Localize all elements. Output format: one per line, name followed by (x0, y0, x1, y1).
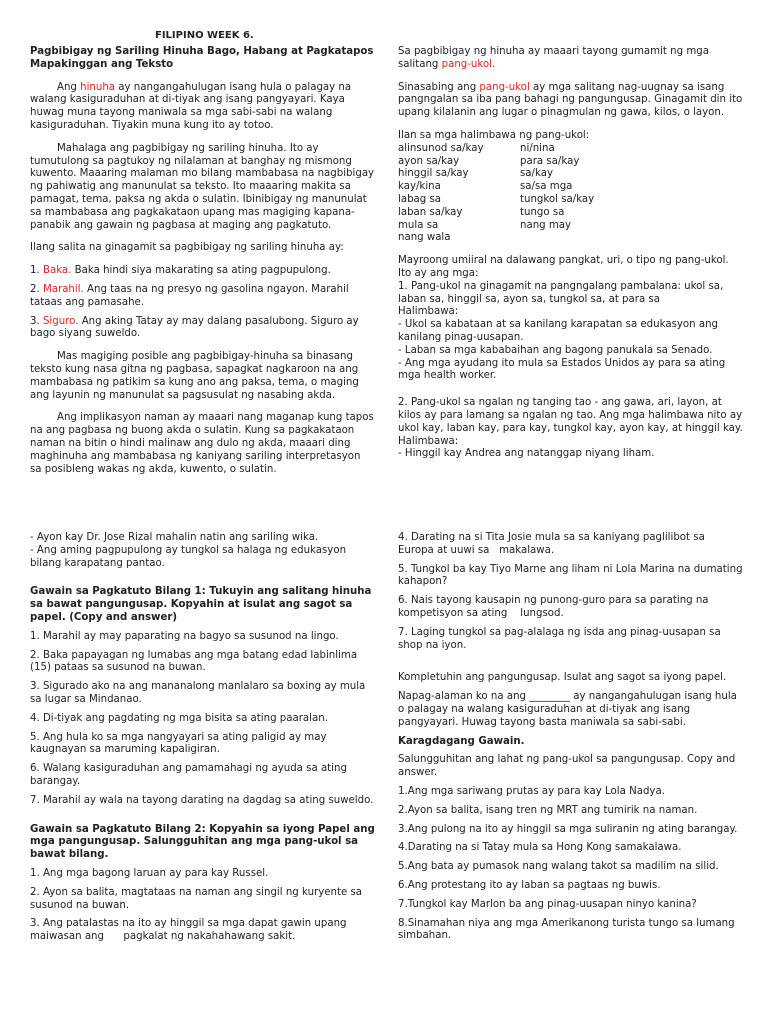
list-item: ni/nina (520, 142, 555, 154)
list-item: 4. Di-tiyak ang pagdating ng mga bisita sa ating paaralan. (30, 712, 328, 724)
paragraph-implikasyon: Ang implikasyon naman ay maaari nang maganap kung tapos na ang pagbasa ng buong akda o sulatin. Kung sa pagkakataon naman na bitin o hindi malinaw ang dulo ng akda, maaari ding maghinuha ang mambabasa ng kaniyang sariling interpretasyon sa posibleng wakas ng akda, kuwento, o sulatin. (30, 412, 374, 475)
list-item: 1.Ang mga sariwang prutas ay para kay Lola Nadya. (398, 785, 665, 797)
list-item: nang may (520, 219, 572, 231)
text: ay nangangahulugan isang hula o palagay na walang kasiguraduhan at di-tiyak ang isang pangyayari. Kaya huwag muna tayong maniwala sa mga sabi-sabi na walang kasiguraduhan. Tiyakin muna kung ito ay totoo. (30, 81, 352, 131)
list-item: sa/kay (520, 168, 553, 180)
list-item: 7.Tungkol kay Marlon ba ang pinag-uusapan ninyo kanina? (398, 898, 697, 910)
example-line: - Ang mga ayudang ito mula sa Estados Unidos ay para sa ating mga health worker. (398, 357, 726, 382)
list-item: ayon sa/kay (398, 155, 460, 167)
item-number: 3. (30, 315, 43, 327)
list-title: Ilan sa mga halimbawa ng pang-ukol: (398, 129, 590, 141)
example-line: - Laban sa mga kababaihan ang bagong panukala sa Senado. (398, 344, 713, 356)
highlight-word: Siguro. (42, 315, 79, 327)
item-number: 2. (30, 283, 43, 295)
list-item: 5. Ang hula ko sa mga nangyayari sa ating paligid ay may kaugnayan sa maruming kapaligiran. (30, 731, 327, 756)
gawain-2-heading: Gawain sa Pagkatuto Bilang 2: Kopyahin sa iyong Papel ang mga pangungusap. Salungguhitan ang mga pang-ukol sa bawat bilang. (30, 823, 375, 861)
list-item: 4. Darating na si Tita Josie mula sa sa kaniyang paglilibot sa Europa at uuwi sa makalawa. (398, 532, 709, 556)
list-item: 1. Marahil ay may paparating na bagyo sa susunod na lingo. (30, 630, 339, 642)
example-line: - Ang aming pagpupulong ay tungkol sa halaga ng edukasyon bilang karapatang pantao. (30, 544, 347, 569)
type-item-2: 2. Pang-ukol sa ngalan ng tanging tao - ang gawa, ari, layon, at kilos ay para lamang sa ngalan ng tao. Ang mga halimbawa nito ay ukol kay, laban kay, para kay, tungkol kay, ayon kay, at hinggil kay. (398, 397, 743, 434)
list-item: 7. Marahil ay wala na tayong darating na dagdag sa ating suweldo. (30, 794, 374, 806)
item-text: Ang aking Tatay ay may dalang pasalubong. Siguro ay bago siyang suweldo. (30, 315, 359, 340)
list-item: alinsunod sa/kay (398, 142, 484, 154)
list-item: 2. Ayon sa balita, magtataas na naman ang singil ng kuryente sa susunod na buwan. (30, 886, 363, 911)
right-bottom-column (398, 532, 743, 943)
list-item: 6. Nais tayong kausapin ng punong-guro para sa parating na kompetisyon sa ating lungsod. (398, 595, 712, 619)
text: Sa pagbibigay ng hinuha ay maaari tayong gumamit ng mga salitang (398, 46, 709, 70)
list-item: 5.Ang bata ay pumasok nang walang takot sa madilim na silid. (398, 861, 719, 873)
list-item: 1. Ang mga bagong laruan ay para kay Russel. (30, 867, 269, 879)
highlight-hinuha: hinuha (80, 81, 116, 93)
section-heading: Pagbibigay ng Sariling Hinuha Bago, Habang at Pagkatapos Mapakinggan ang Teksto (30, 46, 374, 70)
list-item: labag sa (398, 193, 442, 205)
list-item (520, 232, 630, 245)
list-item: 5. Tungkol ba kay Tiyo Marne ang liham ni Lola Marina na dumating kahapon? (398, 563, 743, 588)
gawain-1-heading: Gawain sa Pagkatuto Bilang 1: Tukuyin ang salitang hinuha sa bawat pangungusap. Kopyahin at isulat ang sagot sa papel. (Copy and answer) (30, 586, 372, 623)
list-item: nang wala (398, 232, 451, 244)
paragraph-mayroong: Mayroong umiiral na dalawang pangkat, uri, o tipo ng pang-ukol. Ito ay ang mga: (398, 255, 729, 279)
highlight-pang-ukol: pang-ukol (479, 81, 530, 93)
list-item: 4.Darating na si Tatay mula sa Hong Kong samakalawa. (398, 842, 682, 854)
halimbawa-label: Halimbawa: (398, 435, 459, 447)
right-top-column (398, 46, 743, 461)
list-item: para sa/kay (520, 155, 580, 167)
list-item: 6.Ang protestang ito ay laban sa pagtaas ng buwis. (398, 879, 661, 891)
list-item (30, 316, 375, 342)
highlight-word: Baka. (42, 265, 72, 277)
karagdagang-heading: Karagdagang Gawain. (398, 735, 525, 747)
paragraph-hinuha (30, 82, 375, 133)
kompletuhin-instruction: Kompletuhin ang pangungusap. Isulat ang sagot sa iyong papel. (398, 672, 727, 684)
list-item: 3. Ang patalastas na ito ay hinggil sa mga dapat gawin upang maiwasan ang pagkalat ng nakahahawang sakit. (30, 918, 350, 943)
left-bottom-column (30, 532, 375, 944)
halimbawa-label: Halimbawa: (398, 306, 459, 318)
list-item: kay/kina (398, 181, 441, 193)
paragraph-ilang-salita: Ilang salita na ginagamit sa pagbibigay ng sariling hinuha ay: (30, 242, 344, 254)
list-item: 6. Walang kasiguraduhan ang pamamahagi ng ayuda sa ating barangay. (30, 763, 347, 787)
list-item: 8.Sinamahan niya ang mga Amerikanong turista tungo sa lumang simbahan. (398, 917, 735, 942)
list-item: 3. Sigurado ako na ang mananalong manlalaro sa boxing ay mula sa lugar sa Mindanao. (30, 681, 366, 705)
list-item: laban sa/kay (398, 206, 463, 218)
list-item: 7. Laging tungkol sa pag-alalaga ng isda ang pinag-uusapan sa shop na iyon. (398, 626, 721, 651)
item-number: 1. (30, 265, 43, 277)
paragraph-pang-ukol-intro (398, 46, 743, 72)
list-item: sa/sa mga (520, 181, 573, 193)
list-item (30, 284, 375, 310)
list-item: tungkol sa/kay (520, 193, 595, 205)
type-item-1: 1. Pang-ukol na ginagamit na pangngalang pambalana: ukol sa, laban sa, hinggil sa, ayon sa, tungkol sa, at para sa (398, 280, 724, 305)
example-line: - Ukol sa kabataan at sa kanilang karapatan sa edukasyon ang kanilang pinag-uusapan. (398, 319, 719, 343)
list-item: tungo sa (520, 206, 565, 218)
item-text: Ang taas na ng presyo ng gasolina ngayon. Marahil tataas ang pamasahe. (30, 283, 349, 308)
highlight-pang-ukol: pang-ukol. (441, 58, 496, 70)
text: ay mga salitang nag-uugnay sa isang pangngalan sa iba pang bahagi ng pangungusap. Ginagamit din ito upang kilalanin ang lugar o pinagmulan ng gawa, kilos, o layon. (398, 81, 743, 119)
kompletuhin-text: Napag-alaman ko na ang ________ ay nangangahulugan isang hula o palagay na walang kasiguraduhan at di-tiyak ang isang pangyayari. Huwag tayong basta maniwala sa sabi-sabi. (398, 691, 737, 728)
list-item: 2.Ayon sa balita, isang tren ng MRT ang tumirik na naman. (398, 804, 698, 816)
example-line: - Hinggil kay Andrea ang natanggap niyang liham. (398, 448, 655, 460)
karagdagang-intro: Salungguhitan ang lahat ng pang-ukol sa pangungusap. Copy and answer. (398, 754, 736, 779)
item-text: Baka hindi siya makarating sa ating pagpupulong. (71, 265, 331, 277)
left-top-column (30, 46, 375, 476)
text: Ang (57, 81, 81, 93)
text: Sinasabing ang (398, 81, 480, 93)
pang-ukol-list (398, 143, 743, 245)
list-item: mula sa (398, 219, 439, 231)
highlight-word: Marahil. (42, 283, 84, 295)
paragraph-mas-magiging: Mas magiging posible ang pagbibigay-hinuha sa binasang teksto kung nasa gitna ng pagbasa, sapagkat nagkaroon na ang mambabasa ng patikim sa kung ano ang paksa, tema, o maging ang layunin ng manunulat sa pagsusulat ng nasabing akda. (30, 351, 359, 401)
paragraph-sinasabing (398, 82, 743, 120)
list-item: hinggil sa/kay (398, 168, 469, 180)
example-line: - Ayon kay Dr. Jose Rizal mahalin natin ang sariling wika. (30, 532, 319, 543)
list-item: 2. Baka papayagan ng lumabas ang mga batang edad labinlima (15) pataas sa susunod na buwan. (30, 649, 358, 674)
list-item (30, 265, 375, 278)
paragraph-mahalaga: Mahalaga ang pagbibigay ng sariling hinuha. Ito ay tumutulong sa pagtukoy ng nilalaman at banghay ng mismong kuwento. Maaaring malaman mo bilang mambabasa na nagbibigay ng pahiwatig ang manunulat sa teksto. Ito maaaring makita sa pamagat, tema, paksa ng akda o sulatin. Ibinibigay ng manunulat sa mambabasa ang pagkakataon upang mas magiging kapana-panabik ang gawain ng pagbasa at maging ang pagkatuto. (30, 142, 375, 231)
page-title: FILIPINO WEEK 6. (155, 30, 254, 41)
list-item: 3.Ang pulong na ito ay hinggil sa mga suliranin ng ating barangay. (398, 823, 738, 835)
